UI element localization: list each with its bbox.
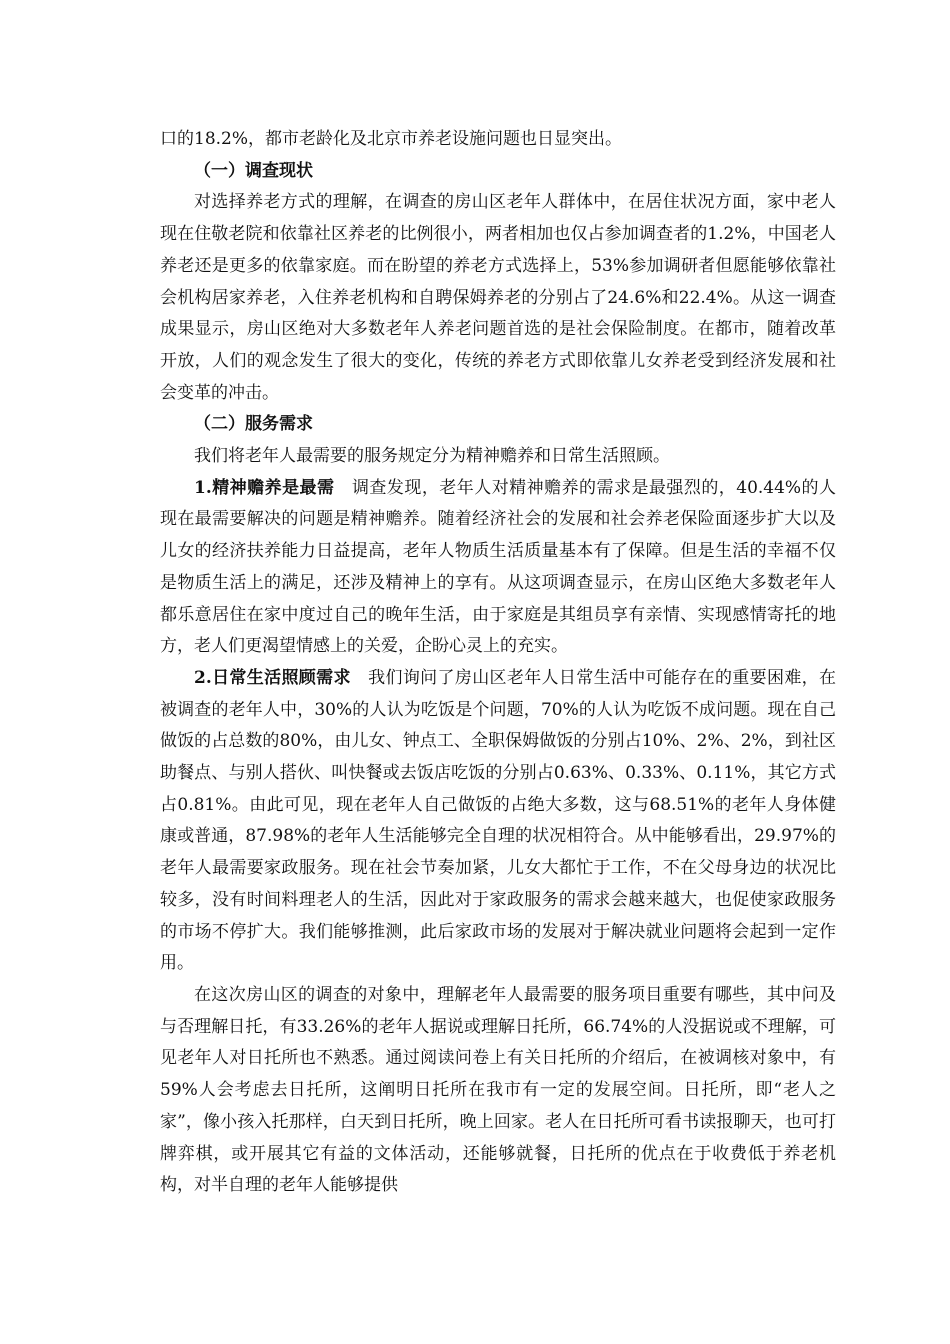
- paragraph-daily-care: [160, 663, 836, 980]
- paragraph-survey-status: 对选择养老方式的理解，在调查的房山区老年人群体中，在居住状况方面，家中老人现在住敬老院和依靠社区养老的比例很小，两者相加也仅占参加调查者的1.2%，中国老人养老还是更多的依靠家庭。而在盼望的养老方式选择上，53%参加调研者但愿能够依靠社会机构居家养老，入住养老机构和自聘保姆养老的分别占了24.6%和22.4%。从这一调查成果显示，房山区绝对大多数老年人养老问题首选的是社会保险制度。在都市，随着改革开放，人们的观念发生了很大的变化，传统的养老方式即依靠儿女养老受到经济发展和社会变革的冲击。: [160, 192, 836, 403]
- document-body: [160, 124, 836, 1202]
- paragraph-continuation: 口的18.2%，都市老龄化及北京市养老设施问题也日显突出。: [160, 129, 623, 149]
- paragraph-lead-spiritual-support: 1.精神赡养是最需: [194, 477, 335, 498]
- paragraph-day-care: 在这次房山区的调查的对象中，理解老年人最需要的服务项目重要有哪些，其中问及与否理解日托，有33.26%的老年人据说或理解日托所，66.74%的人没据说或不理解，可见老年人对日托所也不熟悉。通过阅读问卷上有关日托所的介绍后，在被调核对象中，有59%人会考虑去日托所，这阐明日托所在我市有一定的发展空间。日托所，即“老人之家”，像小孩入托那样，白天到日托所，晚上回家。老人在日托所可看书读报聊天，也可打牌弈棋，或开展其它有益的文体活动，还能够就餐，日托所的优点在于收费低于养老机构，对半自理的老年人能够提供: [160, 984, 836, 1196]
- paragraph-service-intro: 我们将老年人最需要的服务规定分为精神赡养和日常生活照顾。: [194, 446, 670, 467]
- section-heading-survey-status: （一）调查现状: [194, 160, 313, 181]
- paragraph-lead-daily-care: 2.日常生活照顾需求: [194, 667, 351, 688]
- paragraph-text-spiritual-support: 调查发现，老年人对精神赡养的需求是最强烈的，40.44%的人现在最需要解决的问题是精神赡养。随着经济社会的发展和社会养老保险面逐步扩大以及儿女的经济扶养能力日益提高，老年人物质生活质量基本有了保障。但是生活的幸福不仅是物质生活上的满足，还涉及精神上的享有。从这项调查显示，在房山区绝大多数老年人都乐意居住在家中度过自己的晚年生活，由于家庭是其组员享有亲情、实现感情寄托的地方，老人们更渴望情感上的关爱，企盼心灵上的充实。: [160, 477, 837, 657]
- paragraph-text-daily-care: 我们询问了房山区老年人日常生活中可能存在的重要困难，在被调查的老年人中，30%的人认为吃饭是个问题，70%的人认为吃饭不成问题。现在自己做饭的占总数的80%，由儿女、钟点工、全职保姆做饭的分别占10%、2%、2%，到社区助餐点、与别人搭伙、叫快餐或去饭店吃饭的分别占0.63%、0.33%、0.11%，其它方式占0.81%。由此可见，现在老年人自己做饭的占绝大多数，这与68.51%的老年人身体健康或普通，87.98%的老年人生活能够完全自理的状况相符合。从中能够看出，29.97%的老年人最需要家政服务。现在社会节奏加紧，儿女大都忙于工作，不在父母身边的状况比较多，没有时间料理老人的生活，因此对于家政服务的需求会越来越大，也促使家政服务的市场不停扩大。我们能够推测，此后家政市场的发展对于解决就业问题将会起到一定作用。: [160, 667, 837, 974]
- section-heading-service-demand: （二）服务需求: [194, 414, 313, 435]
- paragraph-spiritual-support: [160, 473, 836, 663]
